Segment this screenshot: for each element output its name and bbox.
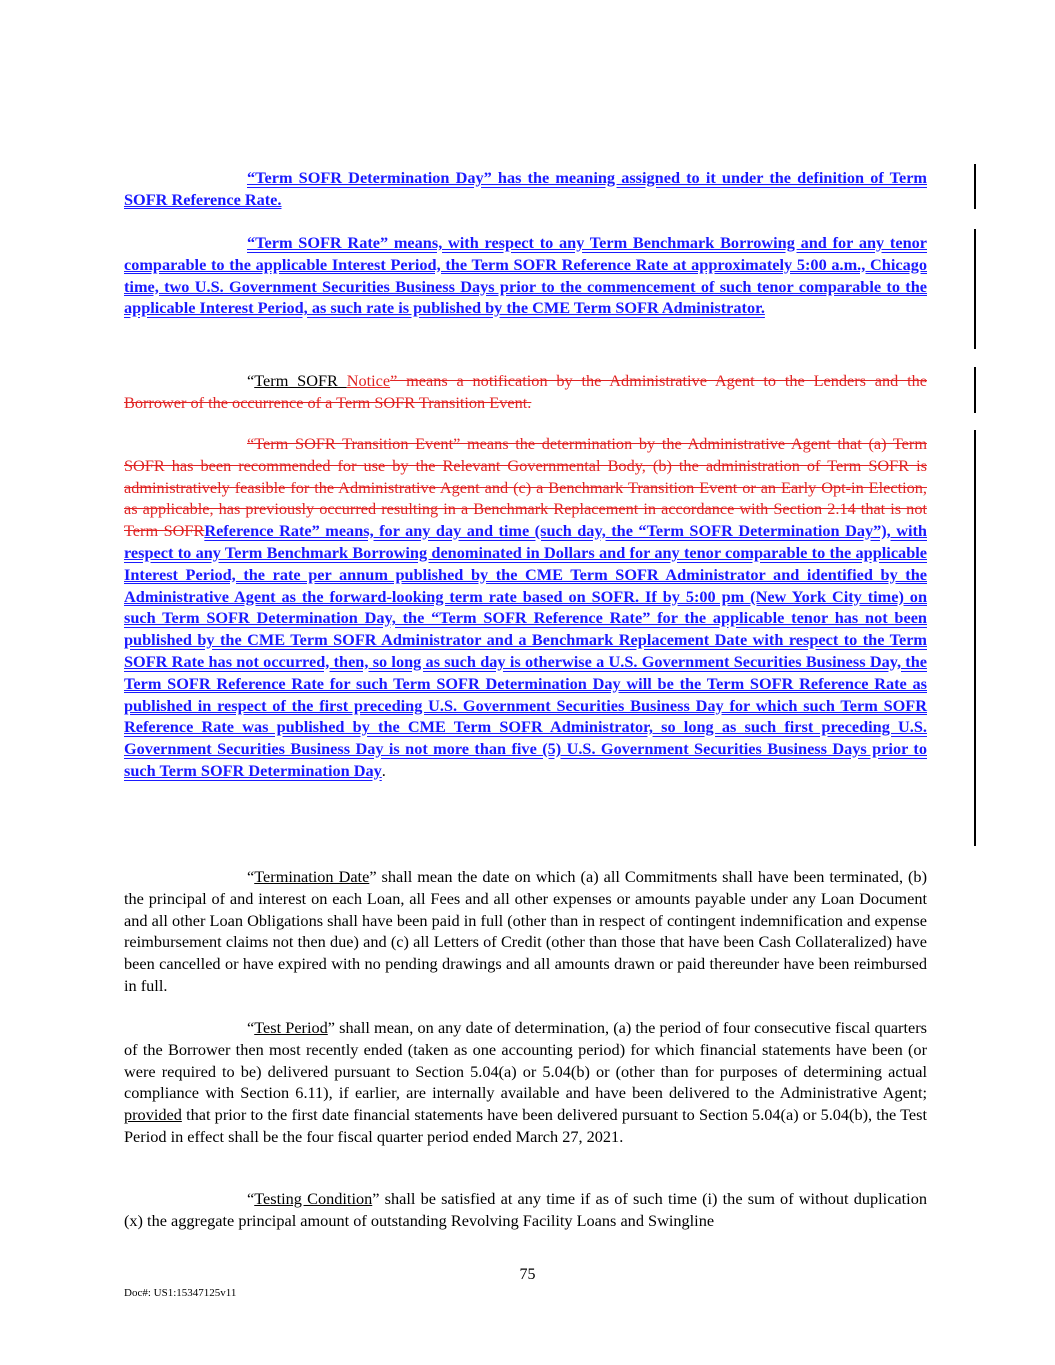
- deleted-text: ” means a notification by the Administrative Agent to the Lenders and the Borrower of the occurrence of a Term SOFR Transition Event.: [124, 371, 927, 412]
- deleted-text: “Term SOFR Transition Event” means the determination by the Administrative Agent that (a) Term SOFR has been recommended for use by the Relevant Governmental Body, (b) the administration of Term SOFR is administratively feasible for the Administrative Agent and (c) a Benchmark Transition Event or an Early Opt-in Election, as applicable, has previously occurred resulting in a Benchmark Replacement in accordance with Section 2.14 that is not Term SOFR: [124, 434, 927, 541]
- provided-term: provided: [124, 1105, 182, 1125]
- change-bar: [974, 229, 976, 349]
- inserted-text: “Term SOFR Determination Day” has the meaning assigned to it under the definition of Term SOFR Reference Rate.: [124, 168, 927, 209]
- change-bar: [974, 430, 976, 846]
- definition-test-period: [124, 1017, 927, 1148]
- definition-text: ” shall be satisfied at any time if as of such time (i) the sum of without duplication (x) the aggregate principal amount of outstanding Revolving Facility Loans and Swingline: [124, 1189, 927, 1230]
- definition-termination-date: [124, 866, 927, 997]
- page-number: 75: [519, 1266, 536, 1283]
- definition-term-sofr-reference-rate: [124, 433, 927, 782]
- period: .: [381, 760, 386, 780]
- definition-text: ” shall mean the date on which (a) all Commitments shall have been terminated, (b) the principal of and interest on each Loan, all Fees and all other expenses or amounts payable under any Loan Document and all other Loan Obligations shall have been paid in full (other than in respect of contingent indemnification and expense reimbursement claims not then due) and (c) all Letters of Credit (other than those that have been Cash Collateralized) have been cancelled or have expired with no pending drawings and all amounts drawn or paid thereunder have been reimbursed in full.: [124, 867, 927, 995]
- open-quote: “: [247, 1018, 255, 1037]
- definition-text: that prior to the first date financial statements have been delivered pursuant to Section 5.04(a) or 5.04(b), the Test Period in effect shall be the four fiscal quarter period ended March 27, 2021.: [124, 1105, 927, 1146]
- defined-term: Testing Condition: [254, 1189, 373, 1208]
- inserted-text: “Term SOFR Rate” means, with respect to any Term Benchmark Borrowing and for any tenor comparable to the applicable Interest Period, the Term SOFR Reference Rate at approximately 5:00 a.m., Chicago time, two U.S. Government Securities Business Days prior to the commencement of such tenor comparable to the applicable Interest Period, as such rate is published by the CME Term SOFR Administrator.: [124, 233, 927, 318]
- open-quote: “: [247, 867, 255, 886]
- inserted-text: Reference Rate” means, for any day and time (such day, the “Term SOFR Determination Day”), with respect to any Term Benchmark Borrowing denominated in Dollars and for any tenor comparable to the applicable Interest Period, the rate per annum published by the CME Term SOFR Administrator and identified by the Administrative Agent as the forward-looking term rate based on SOFR. If by 5:00 pm (New York City time) on such Term SOFR Determination Day, the “Term SOFR Reference Rate” for the applicable tenor has not been published by the CME Term SOFR Administrator and a Benchmark Replacement Date with respect to the Term SOFR Rate has not occurred, then, so long as such day is otherwise a U.S. Government Securities Business Day, the Term SOFR Reference Rate for such Term SOFR Determination Day will be the Term SOFR Reference Rate as published in respect of the first preceding U.S. Government Securities Business Day for which such Term SOFR Reference Rate was published by the CME Term SOFR Administrator, so long as such first preceding U.S. Government Securities Business Day is not more than five (5) U.S. Government Securities Business Days prior to such Term SOFR Determination Day: [124, 521, 927, 780]
- open-quote: “: [247, 1189, 255, 1208]
- definition-term-sofr-rate: [124, 232, 927, 319]
- defined-term: Term SOFR: [254, 371, 347, 390]
- deleted-text: Notice: [346, 371, 391, 390]
- open-quote: “: [247, 371, 255, 390]
- defined-term: Test Period: [254, 1018, 328, 1037]
- definition-text: ” shall mean, on any date of determination, (a) the period of four consecutive fiscal quarters of the Borrower then most recently ended (taken as one accounting period) for which financial statements have been (or were required to be) delivered pursuant to Section 5.04(a) or 5.04(b) or (other than for purposes of determining actual compliance with Section 6.11), if earlier, are internally available and have been delivered to the Administrative Agent;: [124, 1018, 927, 1103]
- document-id: Doc#: US1:15347125v11: [124, 1287, 237, 1299]
- defined-term: Termination Date: [254, 867, 370, 886]
- change-bar: [974, 164, 976, 209]
- change-bar: [974, 367, 976, 413]
- definition-testing-condition: [124, 1188, 927, 1232]
- definition-term-sofr-determination-day: [124, 167, 927, 211]
- definition-term-sofr-notice: [124, 370, 927, 414]
